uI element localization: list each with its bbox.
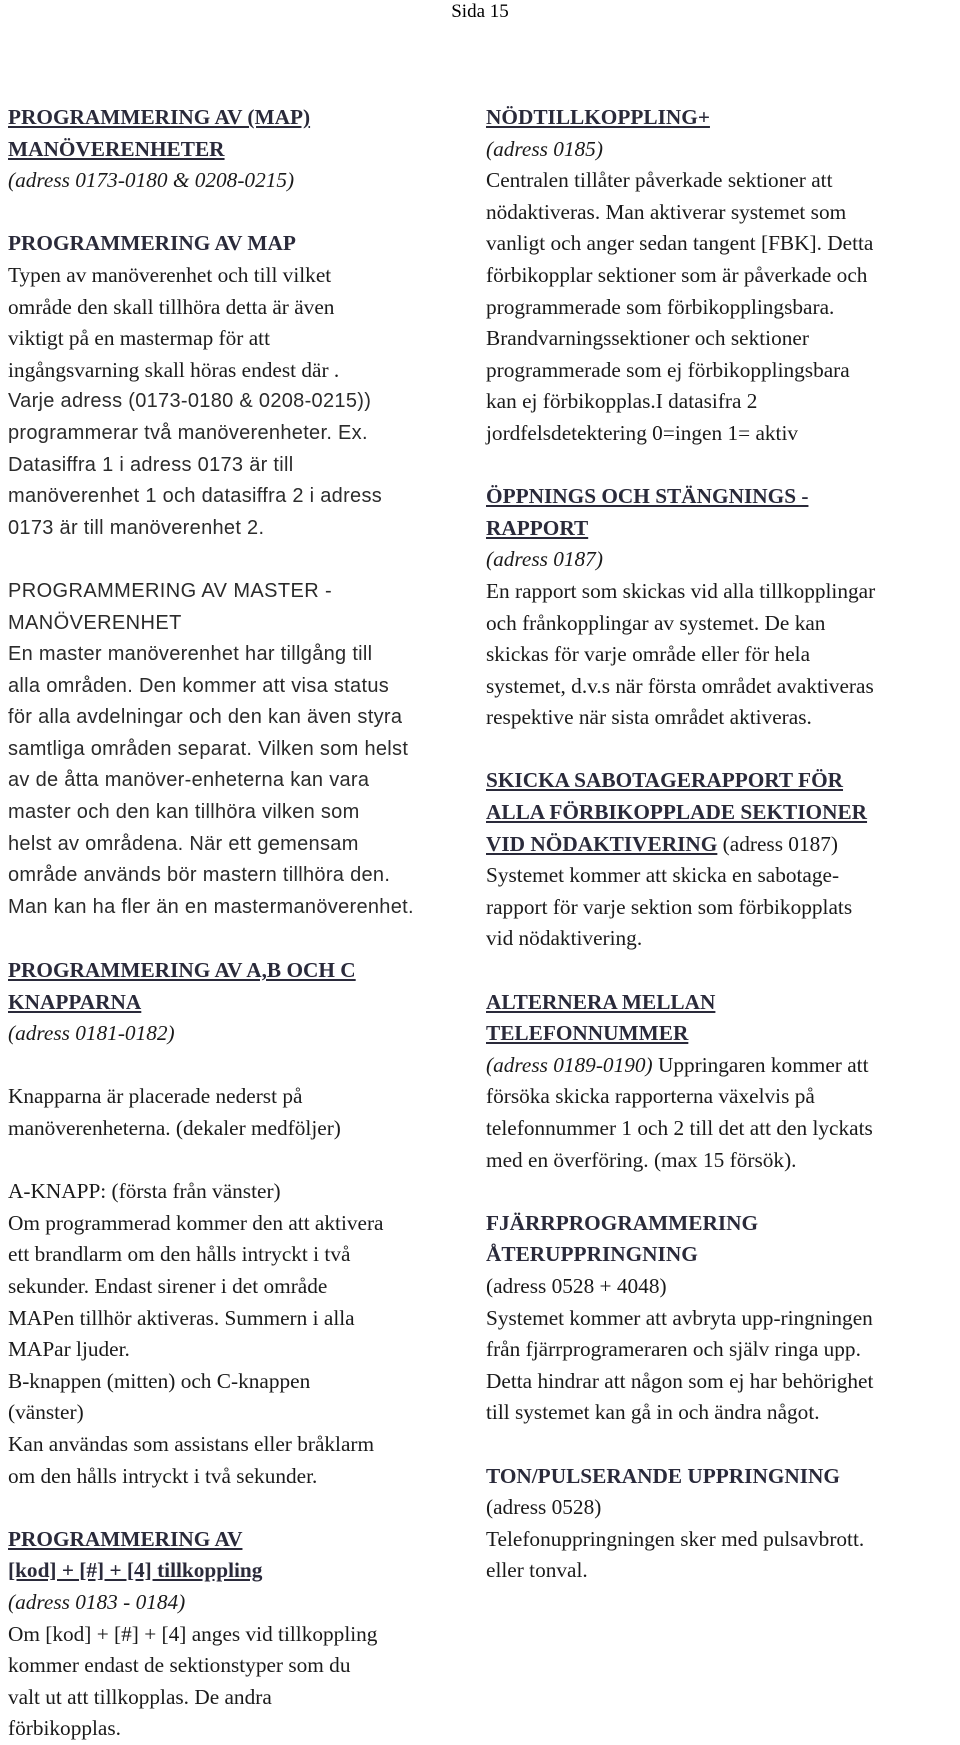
body-line: Datasiffra 1 i adress 0173 är till <box>8 453 294 476</box>
body-line: vanligt och anger sedan tangent [FBK]. Detta <box>486 231 874 256</box>
body-line: Brandvarningssektioner och sektioner <box>486 326 809 351</box>
section-map-manoverenheter <box>8 102 478 197</box>
body-line: Systemet kommer att skicka en sabotage- <box>486 863 840 888</box>
body-line: viktigt på en mastermap för att <box>8 326 270 351</box>
body-line: förbikopplas. <box>8 1716 121 1741</box>
section-heading: TON/PULSERANDE UPPRINGNING <box>486 1463 840 1488</box>
body-line: för alla avdelningar och den kan även styra <box>8 706 403 729</box>
body-line: ett brandlarm om den hålls intryckt i två <box>8 1242 351 1267</box>
body-line: Telefonuppringningen sker med pulsavbrott. <box>486 1526 865 1551</box>
section-heading: ALTERNERA MELLAN <box>486 989 716 1014</box>
spacer <box>8 1050 478 1082</box>
section-programmering-master <box>8 576 478 924</box>
body-line: systemet, d.v.s när första området avaktiveras <box>486 673 874 698</box>
body-line: jordfelsdetektering 0=ingen 1= aktiv <box>486 420 799 445</box>
address-reference: (adress 0183 - 0184) <box>8 1589 186 1614</box>
address-reference: (adress 0185) <box>486 136 603 161</box>
address-reference: (adress 0181-0182) <box>8 1021 175 1046</box>
body-line: försöka skicka rapporterna växelvis på <box>486 1084 815 1109</box>
body-line: programmerade som ej förbikopplingsbara <box>486 357 850 382</box>
body-line: Om [kod] + [#] + [4] anges vid tillkoppling <box>8 1621 378 1646</box>
body-line: vid nödaktivering. <box>486 926 643 951</box>
body-line: manöverenhet 1 och datasiffra 2 i adress <box>8 485 383 508</box>
body-line: Kan användas som assistans eller bråklarm <box>8 1431 375 1456</box>
body-line: rapport för varje sektion som förbikopplats <box>486 894 853 919</box>
body-line: Varje adress (0173-0180 & 0208-0215)) <box>8 390 372 413</box>
section-heading: FJÄRRPROGRAMMERING <box>486 1210 759 1235</box>
body-line: telefonnummer 1 och 2 till det att den lyckats <box>486 1116 873 1140</box>
spacer <box>486 955 958 987</box>
section-heading: ÅTERUPPRINGNING <box>486 1242 698 1267</box>
section-heading: ÖPPNINGS OCH STÄNGNINGS - <box>486 484 809 509</box>
section-heading: RAPPORT <box>486 515 589 540</box>
body-line: Man kan ha fler än en mastermanöverenhet. <box>8 895 414 918</box>
body-line: Om programmerad kommer den att aktivera <box>8 1210 384 1235</box>
address-reference: (adress 0187) <box>486 547 603 572</box>
spacer <box>486 450 958 482</box>
address-reference: (adress 0528 + 4048) <box>486 1273 667 1298</box>
section-heading: PROGRAMMERING AV <box>8 1526 243 1551</box>
body-line: Knapparna är placerade nederst på <box>8 1084 303 1109</box>
body-line: område används bör mastern tillhöra den. <box>8 864 391 887</box>
section-programmering-abc-knappar <box>8 955 478 1492</box>
body-line: från fjärrprogrameraren och själv ringa upp. <box>486 1337 861 1362</box>
body-line: alla områden. Den kommer att visa status <box>8 674 390 697</box>
body-line: ingångsvarning skall höras endest där . <box>8 357 340 382</box>
body-line: eller tonval. <box>486 1558 588 1583</box>
section-heading: MANÖVERENHETER <box>8 136 225 161</box>
heading-address-line <box>486 829 958 861</box>
section-heading: PROGRAMMERING AV MAP <box>8 231 296 256</box>
section-nodtillkoppling <box>486 102 958 450</box>
spacer <box>486 1429 958 1461</box>
body-line: skickas för varje område eller för hela <box>486 642 811 667</box>
body-line: helst av områdena. När ett gemensam <box>8 832 359 855</box>
section-ton-pulserande <box>486 1461 958 1587</box>
body-line: En master manöverenhet har tillgång till <box>8 643 373 666</box>
body-line: sekunder. Endast sirener i det område <box>8 1273 328 1298</box>
body-line: valt ut att tillkopplas. De andra <box>8 1684 272 1709</box>
body-line: kan ej förbikopplas.I datasifra 2 <box>486 389 758 414</box>
spacer <box>8 544 478 576</box>
section-heading: KNAPPARNA <box>8 989 142 1014</box>
body-line: och frånkopplingar av systemet. De kan <box>486 610 826 635</box>
body-line: 0173 är till manöverenhet 2. <box>8 516 265 539</box>
body-line: till systemet kan gå in och ändra något. <box>486 1400 820 1425</box>
spacer <box>486 734 958 766</box>
body-line: samtliga områden separat. Vilken som helst <box>8 737 409 760</box>
body-line: MAPen tillhör aktiveras. Summern i alla <box>8 1305 355 1330</box>
address-reference: (adress 0528) <box>486 1495 602 1520</box>
section-heading: SKICKA SABOTAGERAPPORT FÖR <box>486 768 844 793</box>
left-column <box>8 102 478 1745</box>
section-fjarrprogrammering <box>486 1208 958 1429</box>
section-programmering-kod-tillkoppling <box>8 1524 478 1745</box>
body-line: B-knappen (mitten) och C-knappen <box>8 1368 311 1393</box>
body-line: master och den kan tillhöra vilken som <box>8 801 360 824</box>
body-line: respektive när sista området aktiveras. <box>486 705 812 730</box>
section-sabotagerapport <box>486 765 958 955</box>
body-line: om den hålls intryckt i två sekunder. <box>8 1463 318 1488</box>
section-oppnings-stangnings-rapport <box>486 481 958 734</box>
body-line: Centralen tillåter påverkade sektioner att <box>486 168 833 193</box>
body-line: med en överföring. (max 15 försök). <box>486 1147 797 1172</box>
body-line: MAPar ljuder. <box>8 1337 130 1362</box>
body-line: område den skall tillhöra detta är även <box>8 294 335 319</box>
body-line: programmerar två manöverenheter. Ex. <box>8 421 368 444</box>
body-line: av de åtta manöver-enheterna kan vara <box>8 769 370 792</box>
body-line: programmerade som förbikopplingsbara. <box>486 294 835 319</box>
body-line: (vänster) <box>8 1400 84 1425</box>
body-line: En rapport som skickas vid alla tillkopplingar <box>486 578 876 603</box>
spacer <box>8 197 478 229</box>
section-heading: MANÖVERENHET <box>8 611 182 634</box>
body-line: Systemet kommer att avbryta upp-ringningen <box>486 1305 873 1330</box>
address-reference: (adress 0187) <box>717 831 838 856</box>
body-line: förbikopplar sektioner som är påverkade och <box>486 262 868 287</box>
section-alternera-telefonnummer <box>486 987 958 1177</box>
section-heading: PROGRAMMERING AV (MAP) <box>8 105 311 129</box>
section-heading: TELEFONNUMMER <box>486 1021 689 1046</box>
page-number: Sida 15 <box>451 1 509 22</box>
body-text: Uppringaren kommer att <box>652 1052 869 1077</box>
section-heading: PROGRAMMERING AV A,B OCH C <box>8 958 356 983</box>
body-line: A-KNAPP: (första från vänster) <box>8 1179 281 1204</box>
section-programmering-map <box>8 228 478 544</box>
address-reference: (adress 0173-0180 & 0208-0215) <box>8 168 295 193</box>
right-column <box>486 102 958 1587</box>
body-line: nödaktiveras. Man aktiverar systemet som <box>486 199 847 224</box>
spacer <box>8 1492 478 1524</box>
body-line: kommer endast de sektionstyper som du <box>8 1653 351 1678</box>
section-heading: NÖDTILLKOPPLING+ <box>486 105 710 129</box>
section-heading: [kod] + [#] + [4] tillkoppling <box>8 1558 263 1583</box>
address-reference: (adress 0189-0190) <box>486 1052 653 1077</box>
section-heading: VID NÖDAKTIVERING <box>486 831 718 856</box>
spacer <box>8 923 478 955</box>
spacer <box>8 1145 478 1177</box>
address-line <box>486 1050 958 1082</box>
body-line: Detta hindrar att någon som ej har behörighet <box>486 1368 874 1393</box>
body-line: Typen av manöverenhet och till vilket <box>8 262 332 287</box>
section-heading: ALLA FÖRBIKOPPLADE SEKTIONER <box>486 800 868 825</box>
spacer <box>486 1176 958 1208</box>
body-line: manöverenheterna. (dekaler medföljer) <box>8 1116 341 1140</box>
section-heading: PROGRAMMERING AV MASTER - <box>8 579 333 602</box>
